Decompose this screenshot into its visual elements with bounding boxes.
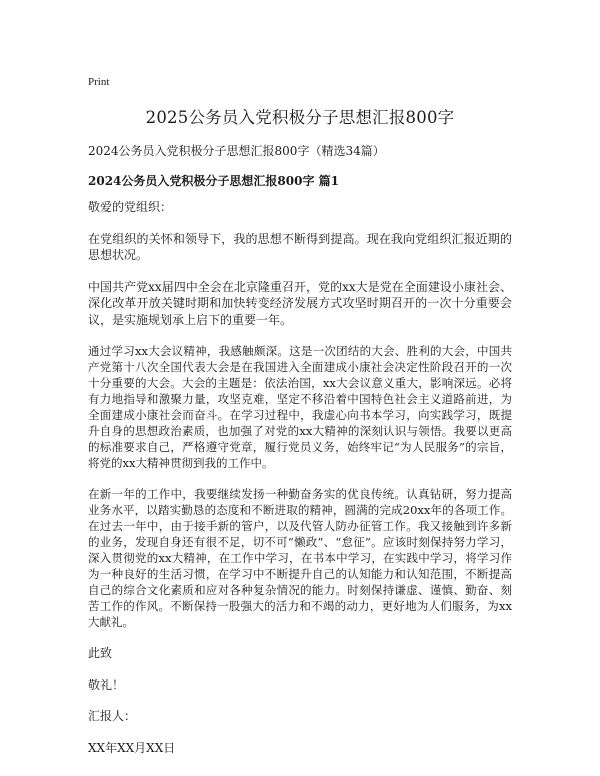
document-title: 2025公务员入党积极分子思想汇报800字 bbox=[145, 108, 455, 127]
paragraph-work: 在新一年的工作中，我要继续发扬一种勤奋务实的优良传统。认真钻研，努力提高业务水平，以踏实勤恳的态度和不断进取的精神，圆满的完成20xx年的各项工作。在过去一年中，由于接手新的管户，以及代管人防办征管工作。我又接触到许多新的业务，发现自身还有很不足，切不可“懒政”、“怠征”。应该时刻保持努力学习，深入贯彻党的xx大精神，在工作中学习，在书本中学习，在实践中学习，将学习作为一种良好的生活习惯，在学习中不断提升自己的认知能力和认知范围，不断提高自己的综合文化素质和应对各种复杂情况的能力。时刻保持谦虚、谨慎、勤奋、刻苦工作的作风。不断保持一股强大的活力和不竭的动力，更好地为人们服务，为xx大献礼。 bbox=[88, 487, 512, 629]
document-subtitle: 2024公务员入党积极分子思想汇报800字（精选34篇） bbox=[88, 144, 385, 158]
closing-line-1: 此致 bbox=[88, 646, 113, 660]
reporter-label: 汇报人： bbox=[88, 709, 137, 723]
report-date: XX年XX月XX日 bbox=[88, 740, 176, 755]
greeting: 敬爱的党组织： bbox=[88, 200, 173, 214]
paragraph-plenum: 中国共产党xx届四中全会在北京隆重召开，党的xx大是党在全面建设小康社会、深化改革开放关键时期和加快转变经济发展方式攻坚时期召开的一次十分重要会议，是实施规划承上启下的重要一年。 bbox=[88, 279, 512, 327]
paragraph-study: 通过学习xx大会议精神，我感触颇深。这是一次团结的大会、胜利的大会，中国共产党第十八次全国代表大会是在我国进入全面建成小康社会决定性阶段召开的一次十分重要的大会。大会的主题是：依法治国，xx大会议意义重大，影响深远。必将有力地指导和激聚力量，攻坚克难，坚定不移沿着中国特色社会主义道路前进，为全面建成小康社会而奋斗。在学习过程中，我虚心向书本学习，向实践学习，既提升自身的思想政治素质，也加强了对党的xx大精神的深刻认识与领悟。我要以更高的标准要求自己，严格遵守党章，履行党员义务，始终牢记“为人民服务”的宗旨，将党的xx大精神贯彻到我的工作中。 bbox=[88, 344, 512, 470]
print-link[interactable]: Print bbox=[88, 76, 110, 88]
paragraph-intro: 在党组织的关怀和领导下，我的思想不断得到提高。现在我向党组织汇报近期的思想状况。 bbox=[88, 231, 512, 262]
section-heading: 2024公务员入党积极分子思想汇报800字 篇1 bbox=[88, 174, 339, 188]
closing-line-2: 敬礼！ bbox=[88, 677, 125, 692]
